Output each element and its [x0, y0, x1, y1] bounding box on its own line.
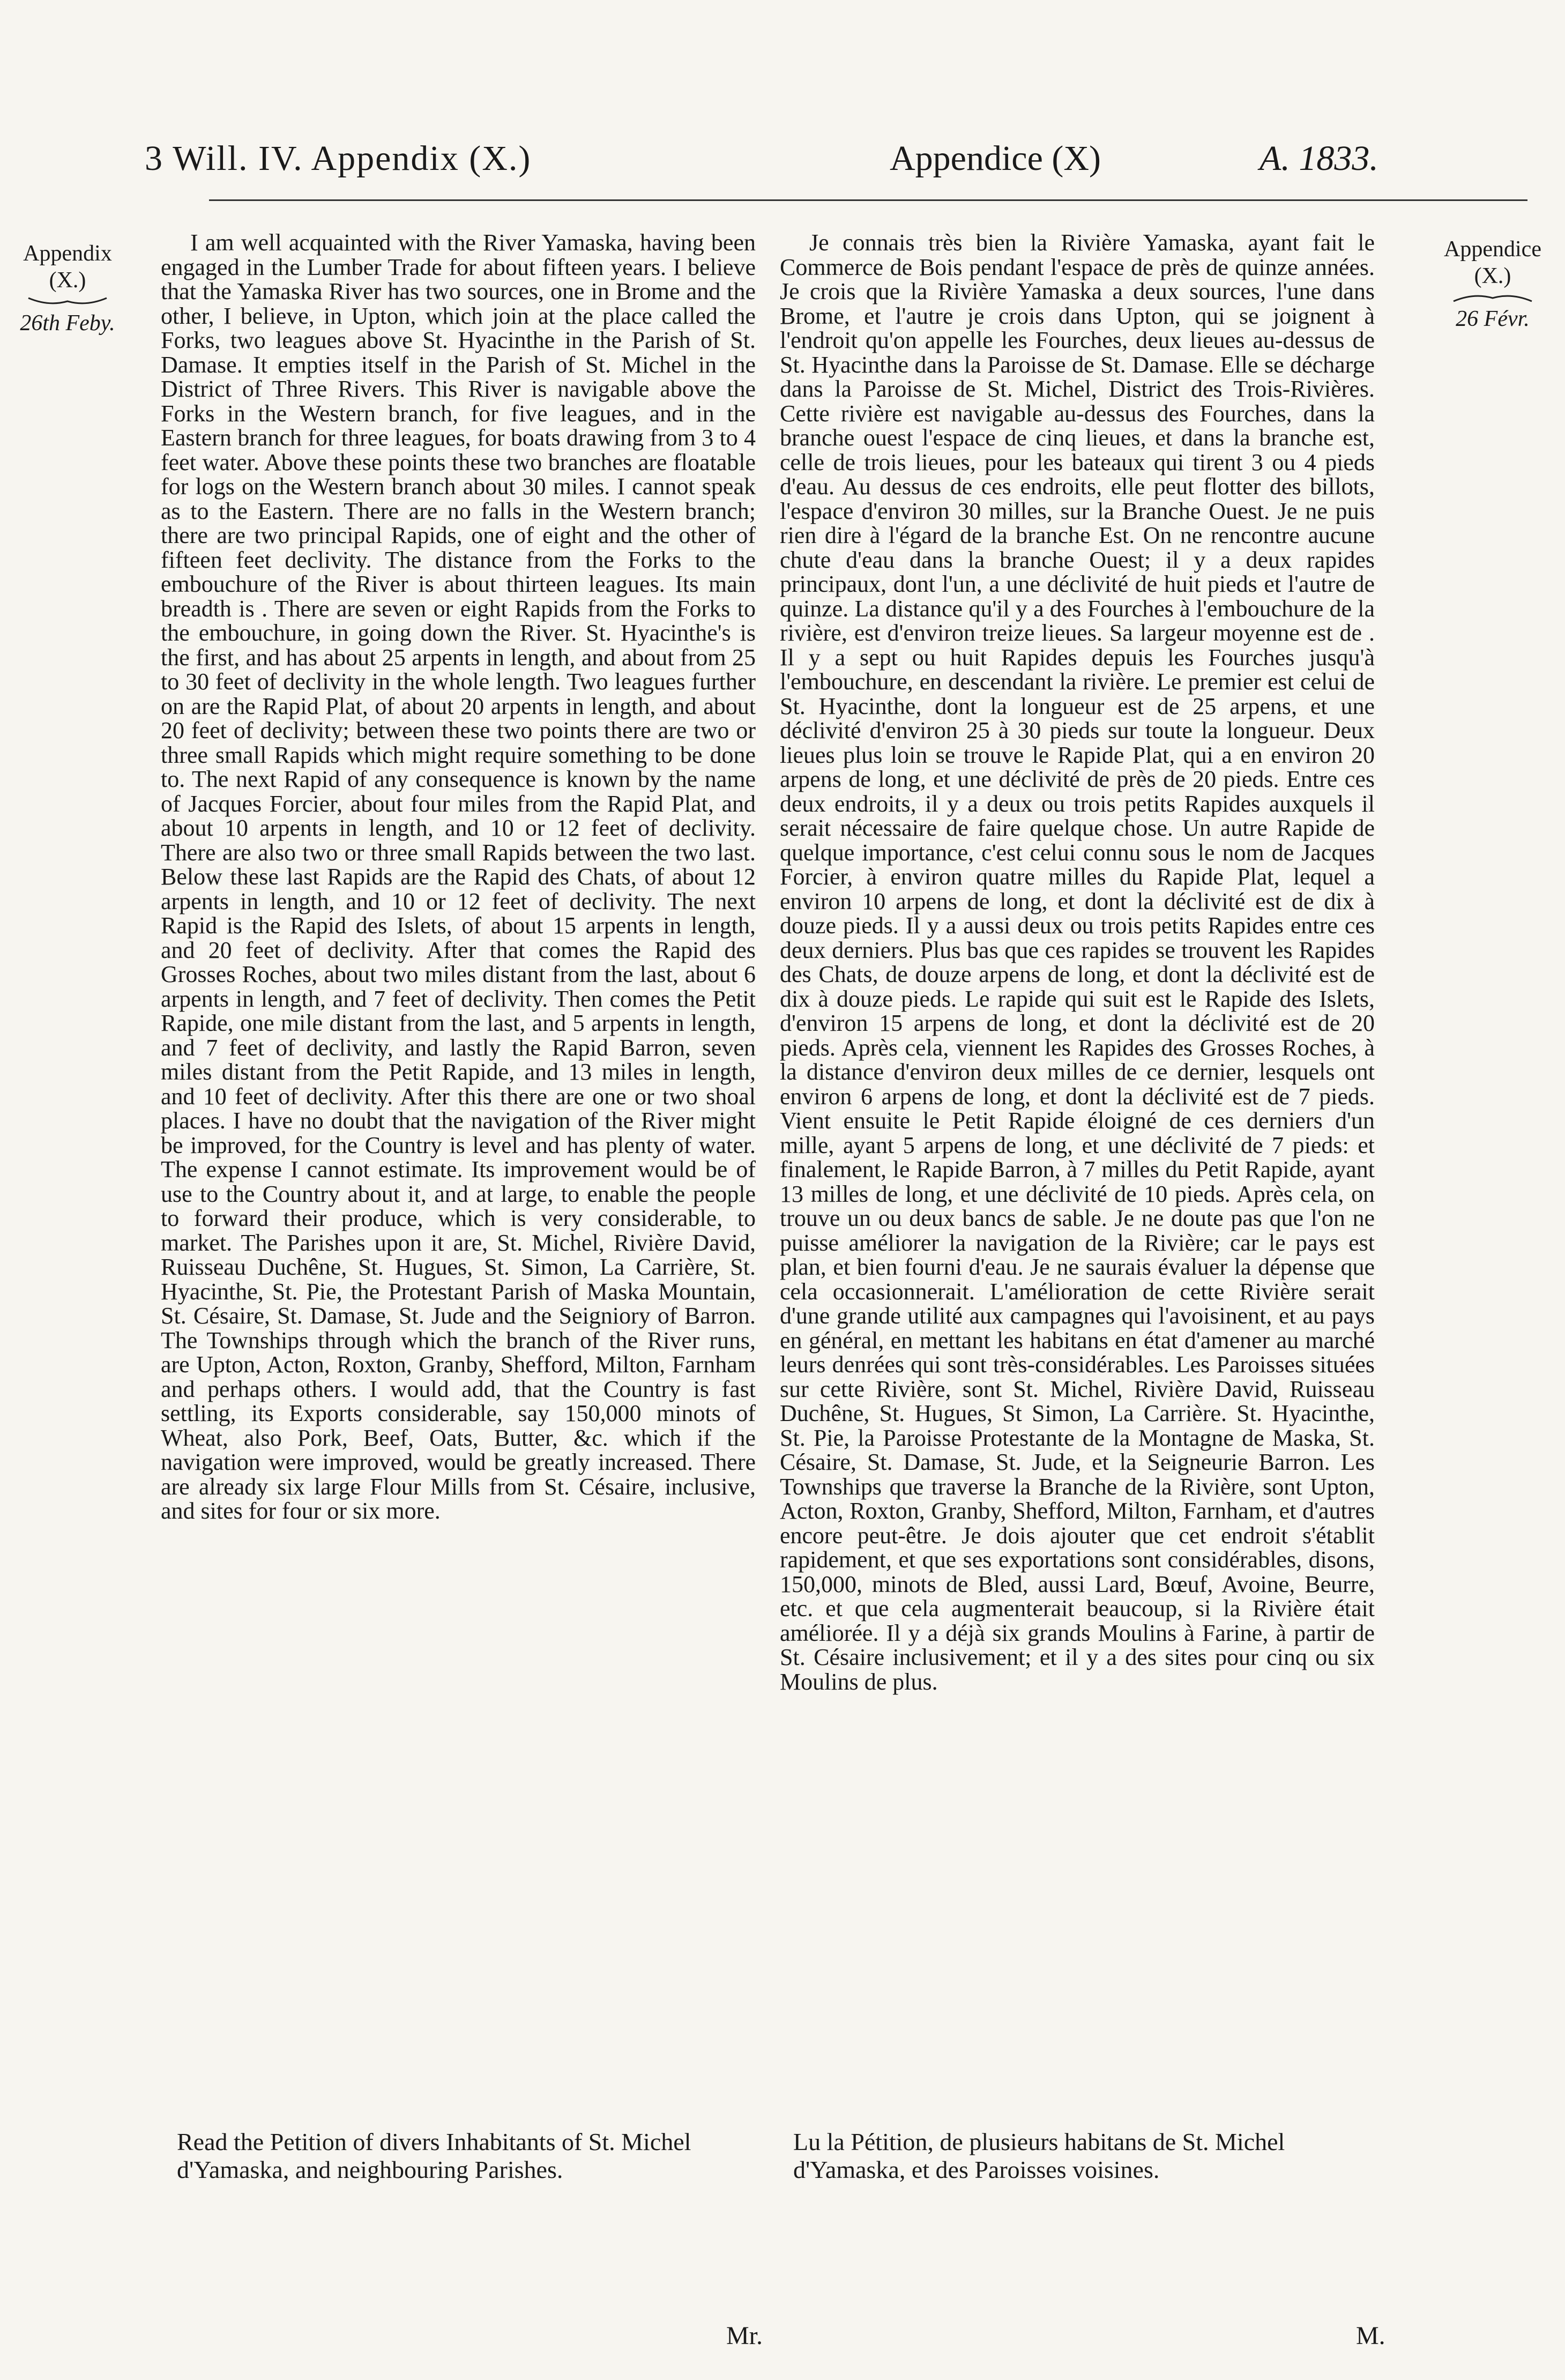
margin-right-label: Appendice [1444, 237, 1541, 262]
margin-left-label: Appendix [23, 241, 112, 266]
french-column [780, 230, 1375, 1694]
header-right: A. 1833. [1260, 139, 1378, 178]
margin-right-ref: (X.) [1474, 264, 1511, 288]
english-testimony: I am well acquainted with the River Yamaska, having been engaged in the Lumber Trade for about fifteen years. I believe that the Yamaska River has two sources, one in Brome and the other, I believe, in Upton, which join at the place called the Forks, two leagues above St. Hyacinthe in the Parish of St. Damase. It empties itself in the Parish of St. Michel in the District of Three Rivers. This River is navigable above the Forks in the Western branch, for five leagues, and in the Eastern branch for three leagues, for boats drawing from 3 to 4 feet water. Above these points these two branches are floatable for logs on the Western branch about 30 miles. I cannot speak as to the Eastern. There are no falls in the Western branch; there are two principal Rapids, one of eight and the other of fifteen feet declivity. The distance from the Forks to the embouchure of the River is about thirteen leagues. Its main breadth is . There are seven or eight Rapids from the Forks to the embouchure, in going down the River. St. Hyacinthe's is the first, and has about 25 arpents in length, and about from 25 to 30 feet of declivity in the whole length. Two leagues further on are the Rapid Plat, of about 20 arpents in length, and about 20 feet of declivity; between these two points there are two or three small Rapids which might require something to be done to. The next Rapid of any consequence is known by the name of Jacques Forcier, about four miles from the Rapid Plat, and about 10 arpents in length, and 10 or 12 feet of declivity. There are also two or three small Rapids between the two last. Below these last Rapids are the Rapid des Chats, of about 12 arpents in length, and 10 or 12 feet of declivity. The next Rapid is the Rapid des Islets, of about 15 arpents in length, and 20 feet of declivity. After that comes the Rapid des Grosses Roches, about two miles distant from the last, about 6 arpents in length, and 7 feet of declivity. Then comes the Petit Rapide, one mile distant from the last, and 5 arpents in length, and 7 feet of declivity, and lastly the Rapid Barron, seven miles distant from the Petit Rapide, and 13 miles in length, and 10 feet of declivity. After this there are one or two shoal places. I have no doubt that the navigation of the River might be improved, for the Country is level and has plenty of water. The expense I cannot estimate. Its improvement would be of use to the Country about it, and at large, to enable the people to forward their produce, which is very considerable, to market. The Parishes upon it are, St. Michel, Rivière David, Ruisseau Duchêne, St. Hugues, St. Simon, La Carrière, St. Hyacinthe, St. Pie, the Protestant Parish of Maska Mountain, St. Césaire, St. Damase, St. Jude and the Seigniory of Barron. The Townships through which the branch of the River runs, are Upton, Acton, Roxton, Granby, Shefford, Milton, Farnham and perhaps others. I would add, that the Country is fast settling, its Exports considerable, say 150,000 minots of Wheat, also Pork, Beef, Oats, Butter, &c. which if the navigation were improved, would be greatly increased. There are already six large Flour Mills from St. Césaire, inclusive, and sites for four or six more. [161, 229, 756, 1524]
margin-right-date: 26 Févr. [1456, 307, 1530, 331]
page-header [0, 138, 1565, 187]
brace-ornament-icon [27, 296, 108, 308]
margin-note-left [3, 240, 132, 337]
french-testimony: Je connais très bien la Rivière Yamaska, ayant fait le Commerce de Bois pendant l'espace de près de quinze années. Je crois que la Rivière Yamaska a deux sources, l'une dans Brome, et l'autre je crois dans Upton, qui se joignent à l'endroit qu'on appelle les Fourches, deux lieues au-dessus de St. Hyacinthe dans la Paroisse de St. Damase. Elle se décharge dans la Paroisse de St. Michel, District des Trois-Rivières. Cette rivière est navigable au-dessus des Fourches, dans la branche ouest l'espace de cinq lieues, et dans la branche est, celle de trois lieues, pour les bateaux qui tirent 3 ou 4 pieds d'eau. Au dessus de ces endroits, elle peut flotter des billots, l'espace d'environ 30 milles, sur la Branche Ouest. Je ne puis rien dire à l'égard de la branche Est. On ne rencontre aucune chute d'eau dans la branche Ouest; il y a deux rapides principaux, dont l'un, a une déclivité de huit pieds et l'autre de quinze. La distance qu'il y a des Fourches à l'embouchure de la rivière, est d'environ treize lieues. Sa largeur moyenne est de . Il y a sept ou huit Rapides depuis les Fourches jusqu'à l'embouchure, en descendant la rivière. Le premier est celui de St. Hyacinthe, dont la longueur est de 25 arpens, et une déclivité d'environ 25 à 30 pieds sur toute la longueur. Deux lieues plus loin se trouve le Rapide Plat, qui a en environ 20 arpens de long, et une déclivité de près de 20 pieds. Entre ces deux endroits, il y a deux ou trois petits Rapides auxquels il serait nécessaire de faire quelque chose. Un autre Rapide de quelque importance, c'est celui connu sous le nom de Jacques Forcier, à environ quatre milles du Rapide Plat, lequel a environ 10 arpens de long, et dont la déclivité est de dix à douze pieds. Il y a aussi deux ou trois petits Rapides entre ces deux derniers. Plus bas que ces rapides se trouvent les Rapides des Chats, de douze arpens de long, et dont la déclivité est de dix à douze pieds. Le rapide qui suit est le Rapide des Islets, d'environ 15 arpens de long, et dont la déclivité est de 20 pieds. Après cela, viennent les Rapides des Grosses Roches, à la distance d'environ deux milles de ce dernier, lesquels ont environ 6 arpens de long, et dont la déclivité est de 7 pieds. Vient ensuite le Petit Rapide éloigné de ces derniers d'un mille, ayant 5 arpens de long, et une déclivité de 7 pieds: et finalement, le Rapide Barron, à 7 milles du Petit Rapide, ayant 13 milles de long, et une déclivité de 10 pieds. Après cela, on trouve un ou deux bancs de sable. Je ne doute pas que l'on ne puisse améliorer la navigation de la Rivière; car le pays est plan, et bien fourni d'eau. Je ne saurais évaluer la dépense que cela occasionnerait. L'amélioration de cette Rivière serait d'une grande utilité aux campagnes qui l'avoisinent, et au pays en général, en mettant les habitans en état d'amener au marché leurs denrées qui sont très-considérables. Les Paroisses situées sur cette Rivière, sont St. Michel, Rivière David, Ruisseau Duchêne, St. Hugues, St Simon, La Carrière. St. Hyacinthe, St. Pie, la Paroisse Protestante de la Montagne de Maska, St. Césaire, St. Damase, St. Jude, et la Seigneurie Barron. Les Townships que traverse la Branche de la Rivière, sont Upton, Acton, Roxton, Granby, Shefford, Milton, Farnham, et d'autres encore peut-être. Je dois ajouter que cet endroit s'établit rapidement, et que ses exportations sont considérables, disons, 150,000, minots de Bled, aussi Lard, Bœuf, Avoine, Beurre, etc. et que cela augmenterait beaucoup, si la Rivière était améliorée. Il y a déjà six grands Moulins à Farine, à partir de St. Césaire inclusivement; et il y a des sites pour cinq ou six Moulins de plus. [780, 229, 1375, 1695]
margin-note-right [1420, 236, 1565, 332]
brace-ornament-icon [1452, 292, 1533, 303]
margin-left-ref: (X.) [49, 268, 86, 293]
petition-note-en: Read the Petition of divers Inhabitants of St. Michel d'Yamaska, and neighbouring Parishes. [177, 2128, 691, 2183]
margin-left-date: 26th Feby. [20, 311, 115, 336]
petition-note-fr: Lu la Pétition, de plusieurs habitans de St. Michel d'Yamaska, et des Paroisses voisines. [793, 2128, 1285, 2183]
catchword-right: M. [1356, 2322, 1385, 2350]
header-rule [209, 199, 1527, 201]
catchword-left: Mr. [726, 2322, 763, 2350]
header-center: Appendice (X) [890, 139, 1101, 178]
header-left: 3 Will. IV. Appendix (X.) [145, 139, 532, 178]
english-column [161, 230, 756, 1523]
